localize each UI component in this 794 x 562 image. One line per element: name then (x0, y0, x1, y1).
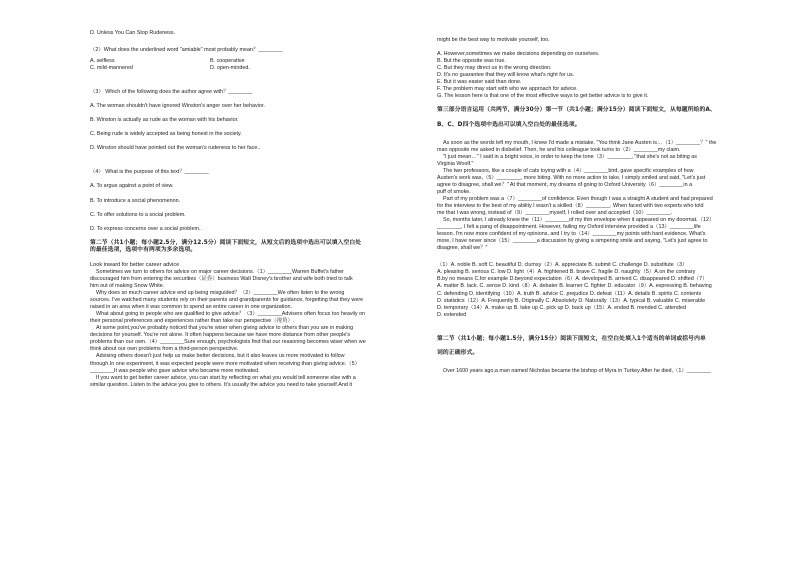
option-g: G. The lesson here is that one of the most effective ways to get better advice is to give it. (437, 93, 649, 100)
option-a: A. However,sometimes we make decisions depending on ourselves. (437, 51, 600, 58)
right-column (437, 37, 764, 554)
passage-line: think about our own problems from a third-person perspective. (90, 346, 239, 353)
section-header-line2: 的最佳选项，选项中有两项为多余选项。 (90, 247, 197, 254)
answer-choices-line: D. temporary（14）A. make up B. take up C. pick up D. back up（15）A. ended B. mended C. attended (437, 304, 686, 311)
q3-option-d: D. Winston should have pointed out the woman's rudeness to her face.. (90, 145, 261, 152)
passage-line: Why does so much career advice end up being misguided？（2）________We often listen to the wrong (96, 290, 345, 297)
cloze-line: Part of my problem was a（7）________of confidence. Even though I was a straight A student and had prepared (443, 195, 713, 202)
passage-line: through.In one experiment, it was expected people were more motivated when receiving than giving advice.（5） (90, 360, 360, 367)
passage-line: similar question. Listen to the advice you give to others. It's usually the advice you need to take yourself.And it (90, 381, 353, 388)
q2-option-c: C. mild-mannered (90, 65, 133, 72)
answer-choices-line: D. statistics（12）A. Frequently B. Originally C. Absolutely D. Naturally（13）A. typical B. valuable C. miserable (437, 297, 706, 304)
q4-option-b: B. To introduce a social phenomenon. (90, 197, 181, 204)
cloze-line: lesson. I'm now more confident of my opinions, and I try to（14）________my points with hard evidence. What's (437, 231, 706, 238)
section-header-line1: 第二节（共1小题；每小题2.5分，满分12.5分）阅读下面短文，从短文后的选项中选出可以填入空白处 (90, 239, 362, 246)
passage-line: At some point,you've probably noticed that you're wiser when giving advice to others than you are in making (96, 325, 354, 332)
q2-option-a: A. selfless (90, 58, 115, 65)
passage-line: their personal preferences and experiences rather than take our perspective（视角）. (90, 318, 295, 325)
cloze-line: me that I was wrong, instead of（9）________myself, I rolled over and accepted（10）________. (437, 210, 673, 217)
section3-header-line1: 第三部分语言运用（共两节，满分30分）第一节（共1小题；满分15分）阅读下面短文，从每题所给的A、 (437, 107, 716, 114)
cloze-line: So, months later, I already knew the（11）________of my thin envelope when it appeared on my doormat.（12） (443, 217, 715, 224)
cloze-line: disagree, shall we？" (437, 245, 488, 252)
passage-line: him out of making Snow White. (90, 282, 165, 289)
answer-choices-line: B.by no means C.for example D.beyond expectation（6）A. developed B. arrived C. disappeared D. shifted（7） (437, 276, 708, 283)
passage-title: Look inward for better career advice (90, 261, 180, 268)
cloze-line: The two professors, like a couple of cats toying with a（4）________bird, gave specific examples of how (443, 167, 694, 174)
question-2-options-cd (90, 65, 417, 72)
cloze-line: agree to disagree, shall we？" At that moment, my dreams of going to Oxford University（6）________in a (437, 181, 693, 188)
answer-choices-line: A. pleasing B. serious C. low D. light（4）A. frightened B. brave C. fragile D. naughty（5）A.on the contrary (437, 269, 696, 276)
cloze-line: "I just mean…" I said in a bright voice, in order to keep the tone（3）________, "that she's not as biting as (443, 153, 697, 160)
option-f: F. The problem may start with who we approach for advice. (437, 86, 578, 93)
passage-line: If you want to get better career advice, you can start by reflecting on what you would tell someone else with a (96, 374, 356, 381)
passage-line: sources. I've watched many students rely on their parents and grandparents for guidance, forgetting that they were (90, 297, 364, 304)
q3-option-c: C. Being rude is widely accepted as being honest in the society. (90, 131, 242, 138)
cloze-line: puff of smoke. (437, 188, 471, 195)
q2-option-d: D. open-minded. (210, 65, 250, 72)
q3-option-b: B. Winston is actually as rude as the woman with his behavior. (90, 117, 239, 124)
q3-option-a: A. The woman shouldn't have ignored Winston's anger over her behavior. (90, 103, 265, 110)
q4-option-a: A. To argue against a point of view. (90, 183, 174, 190)
question-2-stem: （2）What does the underlined word "amiable" most probably mean？________ (90, 47, 283, 54)
passage-line: decisions for yourself. You're not alone. It often happens because we have more distance from other people's (90, 332, 351, 339)
cloze-line: for the interview to the best of my ability I wasn't a skilled（8）________. When faced with two experts who told (437, 202, 704, 209)
cloze-line: man opposite me asked in disbelief. Then, he and his colleague took turns to（2）________my claim. (437, 146, 681, 153)
answer-choices-line: A. matter B. lack. C. sense D. kind（8）A. debater B. learner C. fighter D. educator（9）A. expressing B. behaving (437, 283, 712, 290)
cloze-line: As soon as the words left my mouth, I knew I'd made a mistake. "You think Jane Austen is…（1）________？" the (443, 139, 717, 146)
answer-choices-line: （1）A. noble B. soft C. beautiful D. clumsy（2）A. appreciate B. submit C. challenge D. substitute（3） (437, 262, 688, 269)
answer-choices-line: C. defending D. identifying（10）A. truth B. advice C. prejudice D. defeat（11）A. details B. spirits C. contents (437, 290, 702, 297)
cloze-line: Virginia Woolf." (437, 160, 474, 167)
q1-option-d: D. Unless You Can Stop Rudeness. (90, 30, 176, 36)
left-column (90, 30, 417, 554)
section3b-header-line1: 第二节（共1小题；每小题1.5分，满分15分）阅读下面短文，在空白处填入1个适当的单词或括号内单 (437, 335, 706, 342)
option-b: B. But the opposite was true. (437, 58, 506, 65)
grammar-fill-line: Over 1600 years ago,a man named Nicholas became the bishop of Myra in Turkey.After he died,（1）________ (443, 367, 711, 374)
passage-line: What about going to people who are qualified to give advice？（3）________Advisers often focus too heavily on (96, 311, 366, 318)
cloze-line: Austen's work was,（5）________, more biting. With no more action to take, I simply smiled and said, "Let's just (437, 174, 706, 181)
passage-line: discouraged him from entering the securities（证券）business Walt Disney's brother and wife both tried to talk (90, 275, 353, 282)
answer-choices-line: D. extended (437, 311, 467, 318)
q4-option-c: C. To offer solutions to a social problem. (90, 211, 186, 218)
cloze-line: ________, I felt a pang of disappointment. However, failing my Oxford interview provided a（13）________life (437, 224, 701, 231)
cloze-line: more, I have never since（15）________a discussion by giving a simpering smile and saying, "Let's just agree to (437, 238, 708, 245)
option-c: C. But they may direct us in the wrong direction. (437, 65, 552, 72)
passage-line: ________It was people who gave advice who became more motivated. (90, 367, 260, 374)
option-e: E. But it was easier said than done. (437, 79, 522, 86)
question-2-options-ab (90, 58, 417, 65)
section3-header-line2: B、C、D四个选项中选出可以填入空白处的最佳选项。 (437, 121, 581, 128)
passage-line: raised in an area when it was common to spend an entire career in one organization. (90, 304, 292, 311)
section3b-header-line2: 词的正确形式。 (437, 350, 479, 357)
passage-continuation: might be the best way to motivate yourself, too. (437, 37, 550, 43)
passage-line: Sometimes we turn to others for advice on major career decisions.（1）________Warren Buffet's father (96, 268, 344, 275)
passage-line: Advising others doesn't just help us make better decisions, but it also leaves us more motivated to follow (96, 353, 345, 360)
question-3-stem: （3） Which of the following does the author agree with？________ (90, 89, 253, 96)
q4-option-d: D. To express concerns over a social problem.. (90, 225, 202, 232)
question-4-stem: （4） What is the purpose of this text？________ (90, 169, 209, 176)
q2-option-b: B. cooperative (210, 58, 245, 65)
passage-line: problems than our own.（4）________Sure enough, psychologists find that our reasoning becomes wiser when we (90, 339, 366, 346)
option-d: D. It's no guarantee that they will know what's right for us. (437, 72, 575, 79)
